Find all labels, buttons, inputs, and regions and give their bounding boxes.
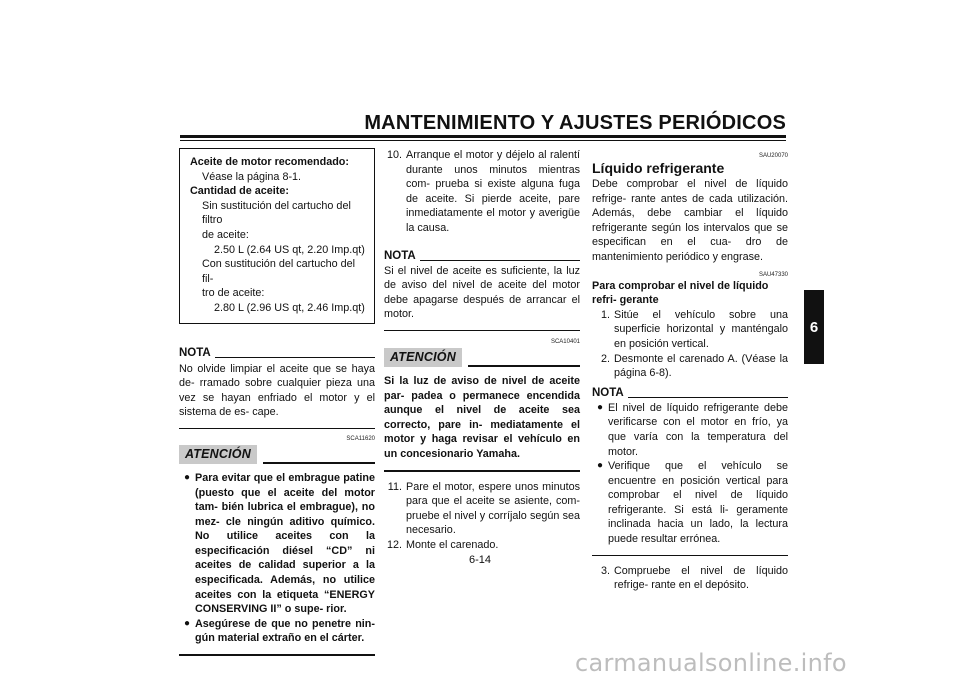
bullet-icon: ● xyxy=(597,460,604,472)
step-number: 3. xyxy=(600,564,610,577)
list-item xyxy=(592,459,788,547)
step-item xyxy=(592,352,788,381)
column-1 xyxy=(179,148,375,656)
nota-heading xyxy=(592,387,788,400)
step-item xyxy=(384,480,580,538)
attention-rule xyxy=(468,365,580,367)
nota-rule xyxy=(420,260,580,261)
step-text: Arranque el motor y déjelo al ralentí durante unos minutos mientras com- prueba si existe alguna fuga de aceite. Si pierde aceite, pare inmediatamente el motor y averigüe la causa. xyxy=(406,149,580,234)
column-3 xyxy=(592,148,788,593)
step-number: 12. xyxy=(386,538,402,551)
oil-without-filter-line1: Sin sustitución del cartucho del filtro xyxy=(202,199,351,227)
nota-rule xyxy=(628,397,788,398)
oil-qty-label: Cantidad de aceite: xyxy=(190,185,289,198)
header-rule xyxy=(180,135,786,138)
attention-rule xyxy=(263,462,375,464)
step-number: 10. xyxy=(386,149,402,161)
section-title: Líquido refrigerante xyxy=(592,160,725,176)
nota-heading xyxy=(179,347,375,360)
oil-type-value: Véase la página 8-1. xyxy=(202,170,302,183)
oil-with-filter-line1: Con sustitución del cartucho del fil- xyxy=(202,258,356,285)
step-item xyxy=(384,148,580,236)
reference-code: SAU20070 xyxy=(758,153,788,159)
oil-spec-box xyxy=(179,148,375,324)
step-text: Pare el motor, espere unos minutos para que el aceite se asiente, com- pruebe el nivel y corríjalo según sea necesario. xyxy=(406,480,580,537)
nota-end-rule xyxy=(592,555,788,556)
step-number: 2. xyxy=(600,352,610,365)
nota-text: Si el nivel de aceite es suficiente, la luz de aviso del nivel de aceite del motor debe apagarse después de arrancar el motor. xyxy=(384,264,580,321)
oil-without-filter-value: 2.50 L (2.64 US qt, 2.20 Imp.qt) xyxy=(214,243,365,256)
header-rule-thin xyxy=(180,140,786,141)
page-title: MANTENIMIENTO Y AJUSTES PERIÓDICOS xyxy=(364,112,786,134)
bullet-icon: ● xyxy=(184,471,191,483)
attention-badge: ATENCIÓN xyxy=(384,348,462,367)
nota-heading xyxy=(384,250,580,263)
watermark: carmanualsonline.info xyxy=(575,649,847,677)
step-text: Compruebe el nivel de líquido refrige- rante en el depósito. xyxy=(614,564,788,592)
nota-end-rule xyxy=(179,428,375,429)
attention-item-text: Asegúrese de que no penetre nin- gún material extraño en el cárter. xyxy=(195,617,375,645)
nota-label: NOTA xyxy=(592,386,624,399)
step-text: Desmonte el carenado A. (Véase la página 6-8). xyxy=(614,352,788,380)
attention-badge: ATENCIÓN xyxy=(179,445,257,464)
attention-list xyxy=(179,471,375,646)
nota-rule xyxy=(215,357,375,358)
attention-heading xyxy=(384,348,580,367)
reference-code: SAU47330 xyxy=(758,271,788,278)
nota-label: NOTA xyxy=(384,249,416,262)
page-number: 6-14 xyxy=(468,554,492,566)
attention-item-text: Para evitar que el embrague patine (puesto que el aceite del motor tam- bién lubrica el embrague), no mez- cle ningún aditivo químico. No utilice aceites con la especificación diésel “CD” ni aceites de calidad superior a la especificada. Además, no utilice aceites con la etiqueta “ENERGY CONSERVING II” o supe- rior. xyxy=(195,471,375,616)
nota-label: NOTA xyxy=(179,346,211,359)
oil-with-filter-value: 2.80 L (2.96 US qt, 2.46 Imp.qt) xyxy=(214,301,365,314)
nota-item-text: Verifique que el vehículo se encuentre en posición vertical para comprobar el nivel de líquido refrigerante. Si está li- geramente inclinada hacia un lado, la lectura puede resultar errónea. xyxy=(608,460,788,546)
oil-type-label: Aceite de motor recomendado: xyxy=(190,156,349,168)
attention-end-rule xyxy=(384,470,580,472)
subsection-title: Para comprobar el nivel de líquido refri- gerante xyxy=(592,279,769,307)
reference-code: SCA11620 xyxy=(346,435,375,442)
step-text: Sitúe el vehículo sobre una superficie horizontal y manténgalo en posición vertical. xyxy=(614,308,788,350)
nota-list xyxy=(592,401,788,547)
step-number: 11. xyxy=(387,480,402,493)
bullet-icon: ● xyxy=(184,617,191,629)
attention-end-rule xyxy=(179,654,375,656)
list-item xyxy=(592,401,788,459)
chapter-tab: 6 xyxy=(804,290,824,364)
step-text: Monte el carenado. xyxy=(406,538,499,551)
oil-without-filter-line2: de aceite: xyxy=(202,228,249,241)
attention-heading xyxy=(179,445,375,464)
step-item xyxy=(592,308,788,352)
column-2 xyxy=(384,148,580,552)
oil-with-filter-line2: tro de aceite: xyxy=(202,287,265,300)
step-number: 1. xyxy=(600,308,610,321)
step-item xyxy=(384,538,580,553)
nota-end-rule xyxy=(384,330,580,331)
step-item xyxy=(592,564,788,593)
list-item xyxy=(179,471,375,617)
section-intro: Debe comprobar el nivel de líquido refrige- rante antes de cada utilización. Además, debe cambiar el líquido refrigerante según los intervalos que se especifican en el cua- dro de mantenimiento periódico y engrase. xyxy=(592,178,788,263)
attention-text: Si la luz de aviso de nivel de aceite par- padea o permanece encendida aunque el nivel de aceite sea correcto, pare in- mediatamente el motor y haga revisar el vehículo en un concesionario Yamaha. xyxy=(384,374,580,460)
reference-code: SCA10401 xyxy=(550,338,580,345)
nota-item-text: El nivel de líquido refrigerante debe verificarse con el motor en frío, ya que varía con la temperatura del motor. xyxy=(608,401,788,458)
bullet-icon: ● xyxy=(597,401,604,413)
list-item xyxy=(179,617,375,646)
nota-text: No olvide limpiar el aceite que se haya de- rramado sobre cualquier pieza una vez se hayan enfriado el motor y el sistema de es- cape. xyxy=(179,362,375,419)
